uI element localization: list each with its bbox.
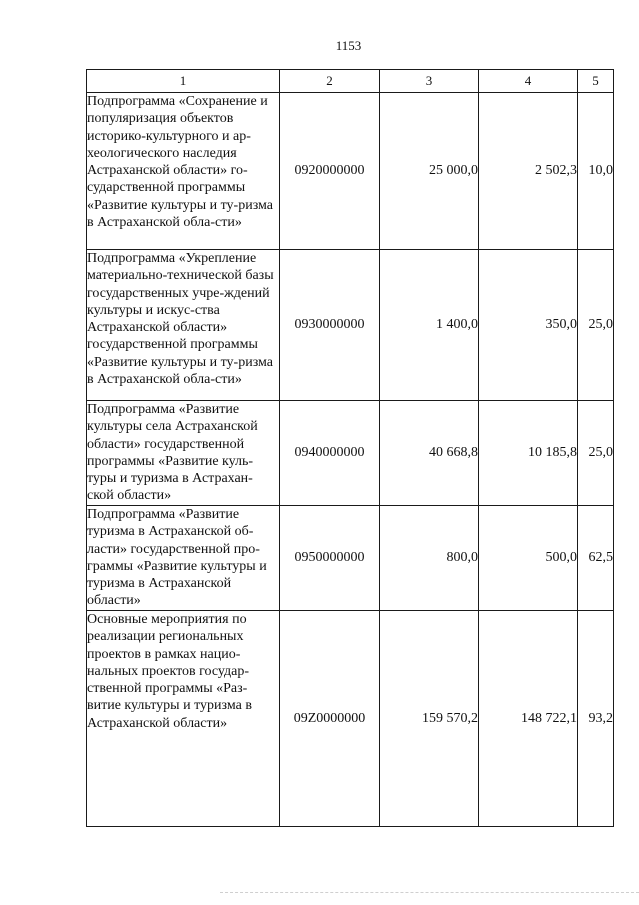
page-number: 1153 bbox=[335, 38, 362, 53]
value-cell-col3: 25 000,0 bbox=[380, 93, 479, 250]
budget-table bbox=[86, 69, 614, 827]
value-cell-col4: 500,0 bbox=[479, 506, 578, 611]
value-cell-col5: 93,2 bbox=[578, 611, 614, 827]
program-code-cell: 0950000000 bbox=[280, 506, 380, 611]
table-row bbox=[87, 506, 614, 611]
program-code-cell: 0930000000 bbox=[280, 250, 380, 401]
table-header-row bbox=[87, 70, 614, 93]
column-header-5: 5 bbox=[578, 70, 614, 93]
program-name-cell: Основные мероприятия по реализации региональных проектов в рамках нацио-нальных проектов государ-ственной программы «Раз-витие культуры и туризма в Астраханской области» bbox=[87, 611, 280, 827]
value-cell-col3: 159 570,2 bbox=[380, 611, 479, 827]
value-cell-col3: 40 668,8 bbox=[380, 401, 479, 506]
program-name-cell: Подпрограмма «Сохранение и популяризация объектов историко-культурного и ар-хеологического наследия Астраханской области» го-сударственной программы «Развитие культуры и ту-ризма в Астраханской обла-сти» bbox=[87, 93, 280, 250]
column-header-4: 4 bbox=[479, 70, 578, 93]
value-cell-col4: 148 722,1 bbox=[479, 611, 578, 827]
column-header-2: 2 bbox=[280, 70, 380, 93]
value-cell-col4: 2 502,3 bbox=[479, 93, 578, 250]
program-code-cell: 0920000000 bbox=[280, 93, 380, 250]
table-row bbox=[87, 401, 614, 506]
value-cell-col5: 62,5 bbox=[578, 506, 614, 611]
program-name-cell: Подпрограмма «Развитие туризма в Астраханской об-ласти» государственной про-граммы «Развитие культуры и туризма в Астраханской области» bbox=[87, 506, 280, 611]
page-bottom-rule bbox=[220, 892, 639, 893]
program-name-cell: Подпрограмма «Укрепление материально-технической базы государственных учре-ждений культуры и искус-ства Астраханской области» государственной программы «Развитие культуры и ту-ризма в Астраханской обла-сти» bbox=[87, 250, 280, 401]
program-name-cell: Подпрограмма «Развитие культуры села Астраханской области» государственной программы «Развитие куль-туры и туризма в Астрахан-ской области» bbox=[87, 401, 280, 506]
column-header-1: 1 bbox=[87, 70, 280, 93]
table-row bbox=[87, 93, 614, 250]
value-cell-col4: 350,0 bbox=[479, 250, 578, 401]
value-cell-col4: 10 185,8 bbox=[479, 401, 578, 506]
column-header-3: 3 bbox=[380, 70, 479, 93]
value-cell-col5: 25,0 bbox=[578, 401, 614, 506]
value-cell-col3: 1 400,0 bbox=[380, 250, 479, 401]
value-cell-col5: 10,0 bbox=[578, 93, 614, 250]
program-code-cell: 0940000000 bbox=[280, 401, 380, 506]
value-cell-col3: 800,0 bbox=[380, 506, 479, 611]
program-code-cell: 09Z0000000 bbox=[280, 611, 380, 827]
table-row bbox=[87, 250, 614, 401]
value-cell-col5: 25,0 bbox=[578, 250, 614, 401]
table-row bbox=[87, 611, 614, 827]
